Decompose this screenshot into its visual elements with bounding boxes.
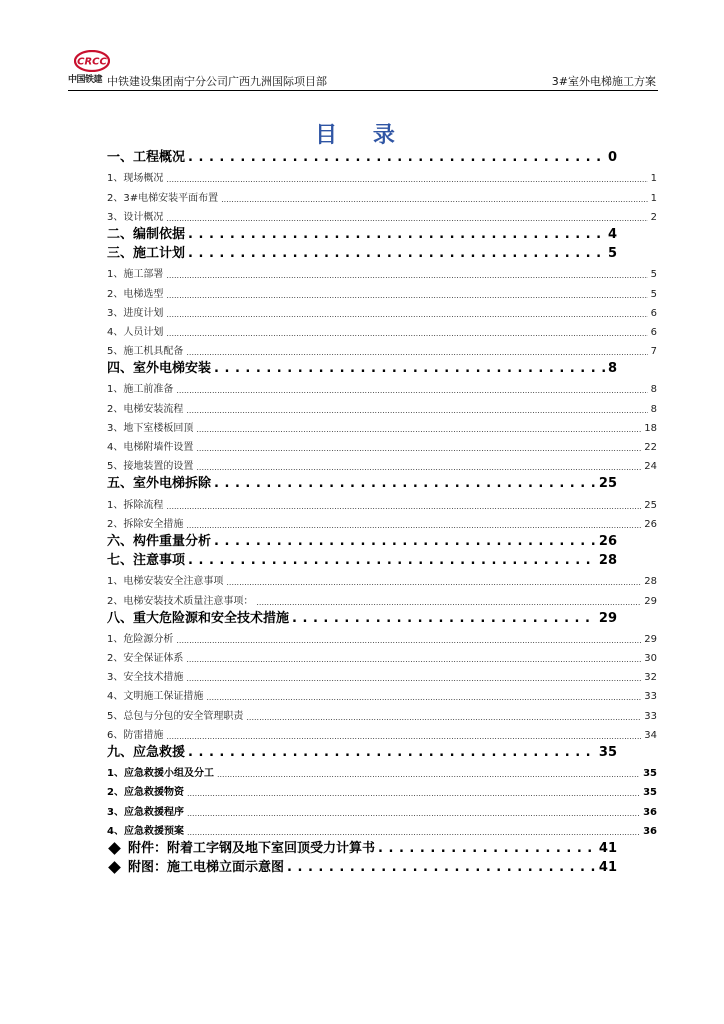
toc-entry-label: 2、拆除安全措施 bbox=[107, 518, 184, 530]
toc-entry-label: 八、重大危险源和安全技术措施 bbox=[107, 610, 290, 626]
toc-section-entry[interactable] bbox=[107, 645, 657, 664]
header-document-title: 3#室外电梯施工方案 bbox=[551, 75, 656, 88]
toc-dot-leader bbox=[196, 424, 641, 434]
toc-dot-leader bbox=[214, 363, 605, 376]
toc-entry-label: 五、室外电梯拆除 bbox=[107, 476, 212, 492]
toc-entry-label: 2、3#电梯安装平面布置 bbox=[107, 192, 219, 204]
toc-page-number: 34 bbox=[644, 729, 657, 741]
page-title: 目 录 bbox=[315, 123, 409, 148]
toc-page-number: 26 bbox=[644, 518, 657, 530]
toc-entry-label: 3、应急救援程序 bbox=[107, 806, 184, 818]
toc-entry-label: 六、构件重量分析 bbox=[107, 533, 212, 549]
toc-page-number: 28 bbox=[644, 576, 657, 588]
toc-dot-leader bbox=[196, 443, 641, 453]
toc-dot-leader bbox=[166, 328, 647, 338]
toc-page-number: 5 bbox=[650, 288, 657, 300]
toc-dot-leader bbox=[188, 229, 605, 242]
toc-dot-leader bbox=[226, 577, 641, 587]
toc-dot-leader bbox=[217, 769, 640, 779]
toc-entry-label: 2、电梯安装流程 bbox=[107, 403, 184, 415]
toc-page-number: 26 bbox=[598, 533, 617, 549]
toc-entry-label: 4、人员计划 bbox=[107, 326, 164, 338]
toc-page-number: 8 bbox=[650, 403, 657, 415]
toc-entry-label: 1、应急救援小组及分工 bbox=[107, 768, 214, 780]
toc-entry-label: 2、电梯选型 bbox=[107, 288, 164, 300]
toc-entry-label: 3、设计概况 bbox=[107, 211, 164, 223]
toc-section-entry[interactable] bbox=[107, 664, 657, 683]
toc-page-number: 0 bbox=[607, 150, 617, 166]
toc-entry-label: 1、施工前准备 bbox=[107, 384, 174, 396]
toc-entry-label: 3、进度计划 bbox=[107, 307, 164, 319]
toc-page-number: 36 bbox=[643, 825, 657, 837]
toc-entry-label: 三、施工计划 bbox=[107, 246, 186, 262]
toc-dot-leader bbox=[166, 174, 647, 184]
toc-section-entry[interactable] bbox=[107, 626, 657, 645]
toc-entry-label: 二、编制依据 bbox=[107, 226, 186, 242]
toc-section-entry[interactable] bbox=[107, 376, 657, 395]
toc-entry-label: 七、注意事项 bbox=[107, 553, 186, 569]
toc-section-entry[interactable] bbox=[107, 395, 657, 414]
toc-page-number: 7 bbox=[650, 346, 657, 358]
toc-dot-leader bbox=[246, 712, 641, 722]
toc-dot-leader bbox=[214, 536, 596, 549]
toc-page-number: 41 bbox=[598, 860, 617, 876]
toc-entry-label: 3、地下室楼板回顶 bbox=[107, 422, 194, 434]
toc-page-number: 1 bbox=[650, 192, 657, 204]
toc-attachment-entry[interactable] bbox=[107, 837, 617, 856]
toc-page-number: 6 bbox=[650, 307, 657, 319]
toc-section-entry[interactable] bbox=[107, 165, 657, 184]
toc-dot-leader bbox=[186, 405, 647, 415]
toc-entry-label: 5、总包与分包的安全管理职责 bbox=[107, 710, 244, 722]
toc-section-entry[interactable] bbox=[107, 760, 657, 779]
toc-entry-label: 四、室外电梯安装 bbox=[107, 361, 212, 377]
toc-dot-leader bbox=[188, 152, 605, 165]
svg-text:CRCC: CRCC bbox=[77, 56, 107, 68]
toc-entry-label: 4、文明施工保证措施 bbox=[107, 691, 204, 703]
toc-section-entry[interactable] bbox=[107, 184, 657, 203]
toc-section-entry[interactable] bbox=[107, 280, 657, 299]
toc-page-number: 8 bbox=[607, 361, 617, 377]
toc-section-entry[interactable] bbox=[107, 338, 657, 357]
toc-entry-label: 4、应急救援预案 bbox=[107, 825, 184, 837]
page-header bbox=[68, 48, 658, 91]
toc-section-entry[interactable] bbox=[107, 818, 657, 837]
toc-dot-leader bbox=[186, 673, 641, 683]
toc-dot-leader bbox=[214, 478, 596, 491]
toc-section-entry[interactable] bbox=[107, 319, 657, 338]
toc-page-number: 1 bbox=[650, 173, 657, 185]
toc-chapter-entry[interactable] bbox=[107, 146, 617, 165]
toc-page-number: 4 bbox=[607, 226, 617, 242]
toc-dot-leader bbox=[196, 462, 641, 472]
toc-entry-label: 5、施工机具配备 bbox=[107, 346, 184, 358]
toc-dot-leader bbox=[188, 248, 605, 261]
toc-attachment-entry[interactable] bbox=[107, 856, 617, 875]
toc-dot-leader bbox=[166, 290, 647, 300]
toc-entry-label: 一、工程概况 bbox=[107, 150, 186, 166]
toc-section-entry[interactable] bbox=[107, 722, 657, 741]
toc-dot-leader bbox=[176, 385, 647, 395]
toc-page-number: 18 bbox=[644, 422, 657, 434]
toc-dot-leader bbox=[186, 347, 647, 357]
toc-entry-label: 2、电梯安装技术质量注意事项： bbox=[107, 595, 254, 607]
toc-page-number: 29 bbox=[598, 610, 617, 626]
table-of-contents bbox=[107, 146, 657, 875]
toc-section-entry[interactable] bbox=[107, 702, 657, 721]
toc-entry-label: 2、应急救援物资 bbox=[107, 787, 184, 799]
toc-section-entry[interactable] bbox=[107, 568, 657, 587]
toc-entry-label: 1、危险源分析 bbox=[107, 633, 174, 645]
toc-entry-label: 3、安全技术措施 bbox=[107, 672, 184, 684]
toc-page-number: 33 bbox=[644, 691, 657, 703]
toc-section-entry[interactable] bbox=[107, 453, 657, 472]
toc-chapter-entry[interactable] bbox=[107, 530, 617, 549]
toc-entry-label: 2、安全保证体系 bbox=[107, 653, 184, 665]
toc-dot-leader bbox=[187, 788, 640, 798]
toc-page-number: 32 bbox=[644, 672, 657, 684]
toc-chapter-entry[interactable] bbox=[107, 223, 617, 242]
toc-chapter-entry[interactable] bbox=[107, 242, 617, 261]
toc-section-entry[interactable] bbox=[107, 587, 657, 606]
toc-entry-label: 附件：附着工字钢及地下室回顶受力计算书 bbox=[128, 840, 376, 856]
toc-dot-leader bbox=[186, 654, 641, 664]
toc-entry-label: 1、电梯安装安全注意事项 bbox=[107, 576, 224, 588]
toc-section-entry[interactable] bbox=[107, 204, 657, 223]
toc-page-number: 35 bbox=[643, 787, 657, 799]
toc-section-entry[interactable] bbox=[107, 434, 657, 453]
toc-page-number: 35 bbox=[598, 745, 617, 760]
toc-dot-leader bbox=[188, 747, 596, 760]
toc-entry-label: 九、应急救援 bbox=[107, 745, 186, 760]
toc-entry-label: 1、现场概况 bbox=[107, 173, 164, 185]
toc-page-number: 25 bbox=[644, 499, 657, 511]
toc-page-number: 29 bbox=[644, 595, 657, 607]
toc-section-entry[interactable] bbox=[107, 300, 657, 319]
toc-page-number: 35 bbox=[643, 768, 657, 780]
toc-dot-leader bbox=[187, 827, 640, 837]
diamond-bullet-icon bbox=[108, 842, 121, 855]
toc-entry-label: 5、接地装置的设置 bbox=[107, 461, 194, 473]
toc-section-entry[interactable] bbox=[107, 683, 657, 702]
toc-section-entry[interactable] bbox=[107, 779, 657, 798]
toc-dot-leader bbox=[221, 194, 648, 204]
toc-page-number: 28 bbox=[598, 553, 617, 569]
toc-dot-leader bbox=[287, 862, 596, 875]
diamond-bullet-icon bbox=[108, 861, 121, 874]
toc-page-number: 30 bbox=[644, 653, 657, 665]
toc-entry-label: 4、电梯附墙件设置 bbox=[107, 442, 194, 453]
toc-page-number: 24 bbox=[644, 461, 657, 473]
logo-text: 中国铁建 bbox=[68, 75, 103, 85]
toc-entry-label: 附图：施工电梯立面示意图 bbox=[128, 860, 285, 876]
toc-page-number: 5 bbox=[650, 269, 657, 281]
toc-page-number: 6 bbox=[650, 326, 657, 338]
toc-page-number: 25 bbox=[598, 476, 617, 492]
toc-section-entry[interactable] bbox=[107, 798, 657, 817]
toc-dot-leader bbox=[166, 309, 647, 319]
toc-dot-leader bbox=[378, 843, 596, 856]
toc-entry-label: 1、施工部署 bbox=[107, 269, 164, 281]
toc-dot-leader bbox=[292, 613, 596, 626]
toc-dot-leader bbox=[206, 692, 641, 702]
toc-dot-leader bbox=[166, 731, 641, 741]
toc-dot-leader bbox=[176, 635, 641, 645]
toc-chapter-entry[interactable] bbox=[107, 741, 617, 760]
toc-dot-leader bbox=[256, 597, 641, 607]
toc-page-number: 41 bbox=[598, 840, 617, 856]
toc-dot-leader bbox=[166, 213, 647, 223]
toc-chapter-entry[interactable] bbox=[107, 357, 617, 376]
toc-page-number: 2 bbox=[650, 211, 657, 223]
toc-page-number: 22 bbox=[644, 442, 657, 453]
toc-dot-leader bbox=[166, 501, 641, 511]
toc-page-number: 5 bbox=[607, 246, 617, 262]
toc-dot-leader bbox=[166, 270, 647, 280]
toc-dot-leader bbox=[188, 555, 596, 568]
header-organization: 中铁建设集团南宁分公司广西九洲国际项目部 bbox=[107, 75, 327, 88]
toc-dot-leader bbox=[187, 808, 640, 818]
toc-section-entry[interactable] bbox=[107, 415, 657, 434]
toc-section-entry[interactable] bbox=[107, 511, 657, 530]
toc-section-entry[interactable] bbox=[107, 491, 657, 510]
toc-chapter-entry[interactable] bbox=[107, 472, 617, 491]
toc-chapter-entry[interactable] bbox=[107, 549, 617, 568]
toc-page-number: 8 bbox=[650, 384, 657, 396]
toc-entry-label: 1、拆除流程 bbox=[107, 499, 164, 511]
toc-page-number: 33 bbox=[644, 710, 657, 722]
toc-chapter-entry[interactable] bbox=[107, 607, 617, 626]
toc-dot-leader bbox=[186, 520, 641, 530]
toc-page-number: 36 bbox=[643, 806, 657, 818]
toc-page-number: 29 bbox=[644, 633, 657, 645]
toc-entry-label: 6、防雷措施 bbox=[107, 729, 164, 741]
toc-section-entry[interactable] bbox=[107, 261, 657, 280]
